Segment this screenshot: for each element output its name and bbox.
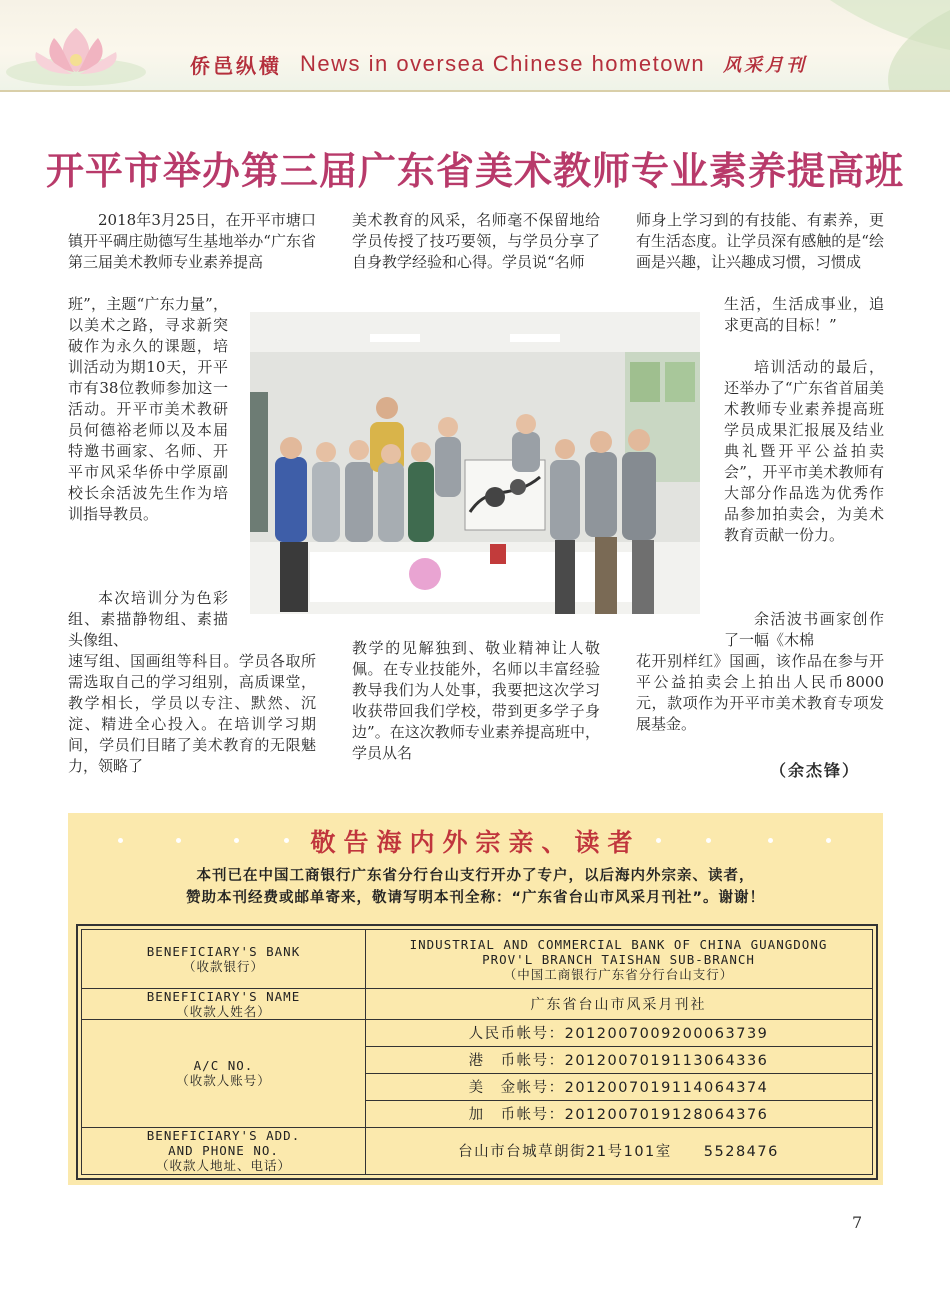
address-value-cell bbox=[365, 1127, 872, 1174]
article-paragraph-4a: 余活波书画家创作了一幅《木棉 bbox=[724, 610, 884, 649]
address-label-cell bbox=[82, 1127, 365, 1174]
bank-value-en-1: INDUSTRIAL AND COMMERCIAL BANK OF CHINA GUANGDONG bbox=[409, 936, 828, 952]
article-paragraph-4b: 花开别样红》国画，该作品在参与开平公益拍卖会上拍出人民币8000元，款项作为开平市美术教育专项发展基金。 bbox=[636, 652, 884, 733]
section-name-en: News in oversea Chinese hometown bbox=[300, 51, 706, 76]
article-paragraph-2d: 教学的见解独到、敬业精神让人敬佩。在专业技能外，名师以丰富经验教导我们为人处事，我要把这次学习收获带回我们学校，带到更多学子身边”。在这次教师专业素养提高班中，学员从名 bbox=[352, 639, 600, 762]
article-paragraph-2b: 速写组、国画组等科目。学员各取所需选取自己的学习组别，高质课堂，教学相长，学员以专注、默然、沉淀、精进全心投入。在培训学习期间，学员们目睹了美术教育的无限魅力，领略了 bbox=[68, 652, 316, 775]
account-label-en: A/C NO. bbox=[193, 1058, 254, 1073]
account-cad-cell bbox=[365, 1100, 872, 1127]
lotus-flower-illustration bbox=[6, 10, 156, 88]
notice-box bbox=[68, 813, 883, 1185]
account-rmb: 人民币帐号：2012007009200063739 bbox=[468, 1026, 769, 1042]
notice-line-1: 本刊已在中国工商银行广东省分行台山支行开办了专户，以后海内外宗亲、读者， bbox=[196, 868, 755, 884]
article-paragraph-2e: 师身上学习到的有技能、有素养，更有生活态度。让学员深有感触的是“绘画是兴趣，让兴趣成习惯，习惯成 bbox=[636, 211, 884, 271]
account-usd: 美 金帐号：2012007019114064374 bbox=[468, 1080, 769, 1096]
account-label-cn: （收款人账号） bbox=[176, 1073, 271, 1088]
address-label-cn: （收款人地址、电话） bbox=[155, 1158, 291, 1173]
name-label-en: BENEFICIARY'S NAME bbox=[146, 988, 301, 1004]
name-label-cell bbox=[82, 988, 365, 1019]
magazine-name: 风采月刊 bbox=[723, 55, 808, 76]
account-usd-cell bbox=[365, 1073, 872, 1100]
header-divider bbox=[0, 90, 950, 92]
bank-label-en: BENEFICIARY'S BANK bbox=[146, 944, 301, 959]
page-number: 7 bbox=[852, 1213, 863, 1232]
header-banner bbox=[0, 0, 950, 92]
bank-table-inner bbox=[81, 929, 873, 1175]
bank-info-table bbox=[76, 924, 878, 1180]
account-rmb-cell bbox=[365, 1019, 872, 1046]
article-paragraph-1a: 2018年3月25日，在开平市塘口镇开平碉庄勋德写生基地举办“广东省第三届美术教师专业素养提高 bbox=[68, 211, 316, 271]
account-label-cell bbox=[82, 1019, 365, 1127]
article-paragraph-2a: 本次培训分为色彩组、素描静物组、素描头像组、 bbox=[68, 589, 228, 649]
article-paragraph-1b: 班”，主题“广东力量”，以美术之路，寻求新突破作为永久的课题，培训活动为期10天，开平市有38位教师参加这一活动。开平市美术教研员何德裕老师以及本届特邀书画家、名师、开平市风采华侨中学原副校长余活波先生作为培训指导教员。 bbox=[68, 295, 228, 523]
notice-line-2: 赞助本刊经费或邮单寄来，敬请写明本刊全称：“广东省台山市风采月刊社”。谢谢！ bbox=[185, 890, 766, 906]
article-author: （余杰锋） bbox=[769, 761, 860, 780]
name-value-cell bbox=[365, 988, 872, 1019]
address-label-en-2: AND PHONE NO. bbox=[168, 1143, 279, 1158]
header-text-row bbox=[190, 48, 890, 80]
name-value: 广东省台山市风采月刊社 bbox=[530, 996, 707, 1013]
bank-label-cell bbox=[82, 930, 365, 988]
bank-label-cn: （收款银行） bbox=[182, 959, 264, 974]
account-hkd: 港 币帐号：2012007019113064336 bbox=[468, 1053, 769, 1069]
name-label-cn: （收款人姓名） bbox=[176, 1003, 271, 1019]
article-paragraph-2c: 美术教育的风采，名师毫不保留地给学员传授了技巧要领，与学员分享了自身教学经验和心得。学员说“名师 bbox=[352, 211, 600, 271]
account-hkd-cell bbox=[365, 1046, 872, 1073]
address-value: 台山市台城草朗街21号101室 5528476 bbox=[458, 1144, 779, 1160]
notice-title: 敬告海内外宗亲、读者 bbox=[310, 828, 641, 857]
article-paragraph-3: 培训活动的最后，还举办了“广东省首届美术教师专业素养提高班学员成果汇报展及结业典礼暨开平公益拍卖会”，开平市美术教师有大部分作品选为优秀作品参加拍卖会，为美术教育贡献一份力。 bbox=[724, 358, 884, 544]
notice-text bbox=[78, 865, 873, 909]
article-title: 开平市举办第三届广东省美术教师专业素养提高班 bbox=[45, 148, 904, 193]
bank-value-cn: （中国工商银行广东省分行台山支行） bbox=[503, 966, 734, 982]
section-name-cn: 侨邑纵横 bbox=[190, 53, 282, 78]
address-label-en-1: BENEFICIARY'S ADD. bbox=[146, 1128, 301, 1143]
account-cad: 加 币帐号：2012007019128064376 bbox=[468, 1107, 769, 1123]
article-paragraph-2f: 生活，生活成事业，追求更高的目标！” bbox=[724, 295, 884, 334]
group-photo-illustration bbox=[250, 312, 700, 614]
group-photo bbox=[250, 312, 700, 614]
bank-value-cell bbox=[365, 930, 872, 988]
bank-value-en-2: PROV'L BRANCH TAISHAN SUB-BRANCH bbox=[482, 951, 755, 967]
